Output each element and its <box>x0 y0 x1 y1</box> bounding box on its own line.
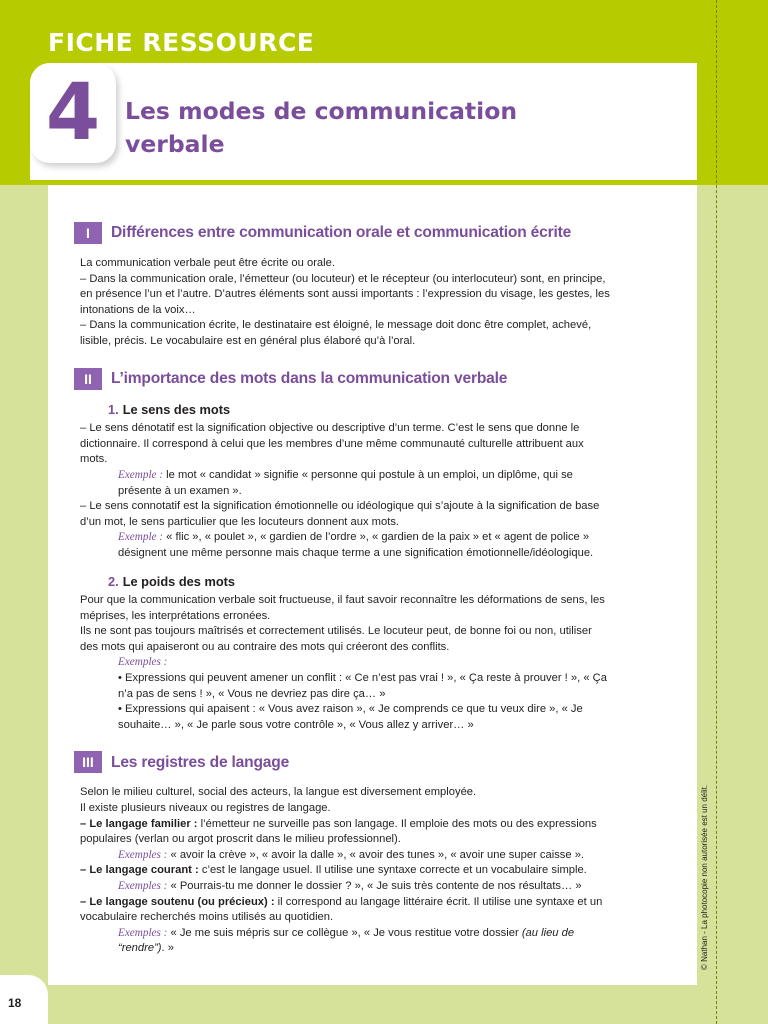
subsection-title: Le sens des mots <box>122 401 231 417</box>
page-number: 18 <box>8 996 22 1010</box>
example-text: le mot « candidat » signifie « personne qui postule à un emploi, un diplôme, qui se présente à un examen ». <box>118 468 573 497</box>
example <box>118 468 610 499</box>
section-number: II <box>74 368 102 390</box>
section-number: I <box>74 222 102 244</box>
section-title: Différences entre communication orale et communication écrite <box>111 224 572 242</box>
paragraph: Pour que la communication verbale soit fructueuse, il faut savoir reconnaître les déformations de sens, les méprises, les interprétations erronées. <box>80 594 605 622</box>
subsection-title: Le poids des mots <box>122 573 236 589</box>
paragraph <box>80 863 610 879</box>
example-label: Exemple : <box>118 468 164 481</box>
paragraph: Selon le milieu culturel, social des acteurs, la langue est diversement employée. <box>80 786 477 799</box>
subsection-number: 2. <box>108 573 119 589</box>
section-heading <box>74 368 610 390</box>
paragraph: – Dans la communication écrite, le destinataire est éloigné, le message doit donc être complet, achevé, lisible, précis. Le vocabulaire est en général plus élaboré qu’à l’oral. <box>80 319 592 347</box>
subsection-heading <box>108 402 610 418</box>
example-text: « avoir la crève », « avoir la dalle », « avoir des tunes », « avoir une super caisse ». <box>167 848 585 861</box>
page-title <box>125 95 685 161</box>
paragraph: Il existe plusieurs niveaux ou registres de langage. <box>80 802 331 815</box>
section-title: Les registres de langage <box>111 753 290 771</box>
section-number: III <box>74 751 102 773</box>
example-label: Exemples : <box>118 848 168 861</box>
example-end: . » <box>161 942 174 955</box>
number-tab <box>30 63 116 163</box>
example-label-line <box>118 655 610 671</box>
example <box>118 530 610 561</box>
copyright-notice: © Nathan - La photocopie non autorisée est un délit. <box>700 784 709 970</box>
paragraph: La communication verbale peut être écrite ou orale. <box>80 257 335 269</box>
example: • Expressions qui peuvent amener un conflit : « Ce n’est pas vrai ! », « Ça reste à prouver ! », « Ça n’a pas de sens ! », « Vous ne devriez pas dire ça… » <box>118 672 607 700</box>
subsection-number: 1. <box>108 401 119 417</box>
register-label: – Le langage courant : <box>80 864 199 877</box>
register-text: l’émetteur ne surveille pas son langage. Il emploie des mots ou des expressions populaires (verlan ou argot proscrit dans le milieu professionnel). <box>80 817 597 846</box>
example-label: Exemples : <box>118 880 168 892</box>
section-heading <box>74 222 610 244</box>
example: • Expressions qui apaisent : « Vous avez raison », « Je comprends ce que tu veux dire », « Je souhaite… », « Je parle sous votre contrôle », « Vous allez y arriver… » <box>118 703 583 731</box>
section-heading <box>74 751 610 773</box>
paragraph <box>80 895 610 926</box>
example-italic: (au lieu de “rendre”) <box>118 926 575 955</box>
example-text: « flic », « poulet », « gardien de l’ordre », « gardien de la paix » et « agent de police » désignent une même personne mais chaque terme a une signification émotionnelle/idéologique. <box>118 531 594 559</box>
register-label: – Le langage soutenu (ou précieux) : <box>80 895 275 908</box>
example-label: Exemple : <box>118 531 164 544</box>
example-label: Exemples : <box>118 656 168 669</box>
paragraph: – Dans la communication orale, l’émetteur (ou locuteur) et le récepteur (ou interlocuteur) sont, en principe, en présence l’un et l’autre. D’autres éléments sont aussi importants : l’expression du visage, les gestes, les intonations de la voix… <box>80 272 610 316</box>
example-text: « Pourrais-tu me donner le dossier ? », « Je suis très contente de nos résultats… » <box>167 880 582 892</box>
example <box>118 848 610 864</box>
register-text: il correspond au langage littéraire écrit. Il utilise une syntaxe et un vocabulaire recherchés moins utilisés au quotidien. <box>80 895 603 924</box>
cut-line <box>716 0 717 1024</box>
section-title: L’importance des mots dans la communication verbale <box>111 369 508 387</box>
page-title-line2: verbale <box>125 130 225 158</box>
page-title-line1: Les modes de communication <box>125 97 518 125</box>
subsection-heading <box>108 574 610 590</box>
paragraph: – Le sens dénotatif est la signification objective ou descriptive d’un terme. C’est le sens que donne le dictionnaire. Il correspond à celui que les membres d’une même communauté culturelle attribuent aux mots. <box>80 422 584 466</box>
paragraph: Ils ne sont pas toujours maîtrisés et correctement utilisés. Le locuteur peut, de bonne foi ou non, utiliser des mots qui apaiseront ou au contraire des mots qui créeront des conflits. <box>80 625 592 653</box>
example <box>118 926 610 957</box>
example <box>118 879 610 895</box>
content <box>80 222 610 957</box>
fiche-label: FICHE RESSOURCE <box>48 28 315 57</box>
register-text: c’est le langage usuel. Il utilise une syntaxe correcte et un vocabulaire simple. <box>198 864 587 877</box>
register-label: – Le langage familier : <box>80 817 198 830</box>
paragraph: – Le sens connotatif est la signification émotionnelle ou idéologique qui s’ajoute à la signification de base d’un mot, le sens particulier que les locuteurs donnent aux mots. <box>80 500 600 528</box>
fiche-number: 4 <box>45 68 101 158</box>
example-label: Exemples : <box>118 926 168 939</box>
example-text: « Je me suis mépris sur ce collègue », « Je vous restitue votre dossier <box>167 926 522 939</box>
paragraph <box>80 817 610 848</box>
